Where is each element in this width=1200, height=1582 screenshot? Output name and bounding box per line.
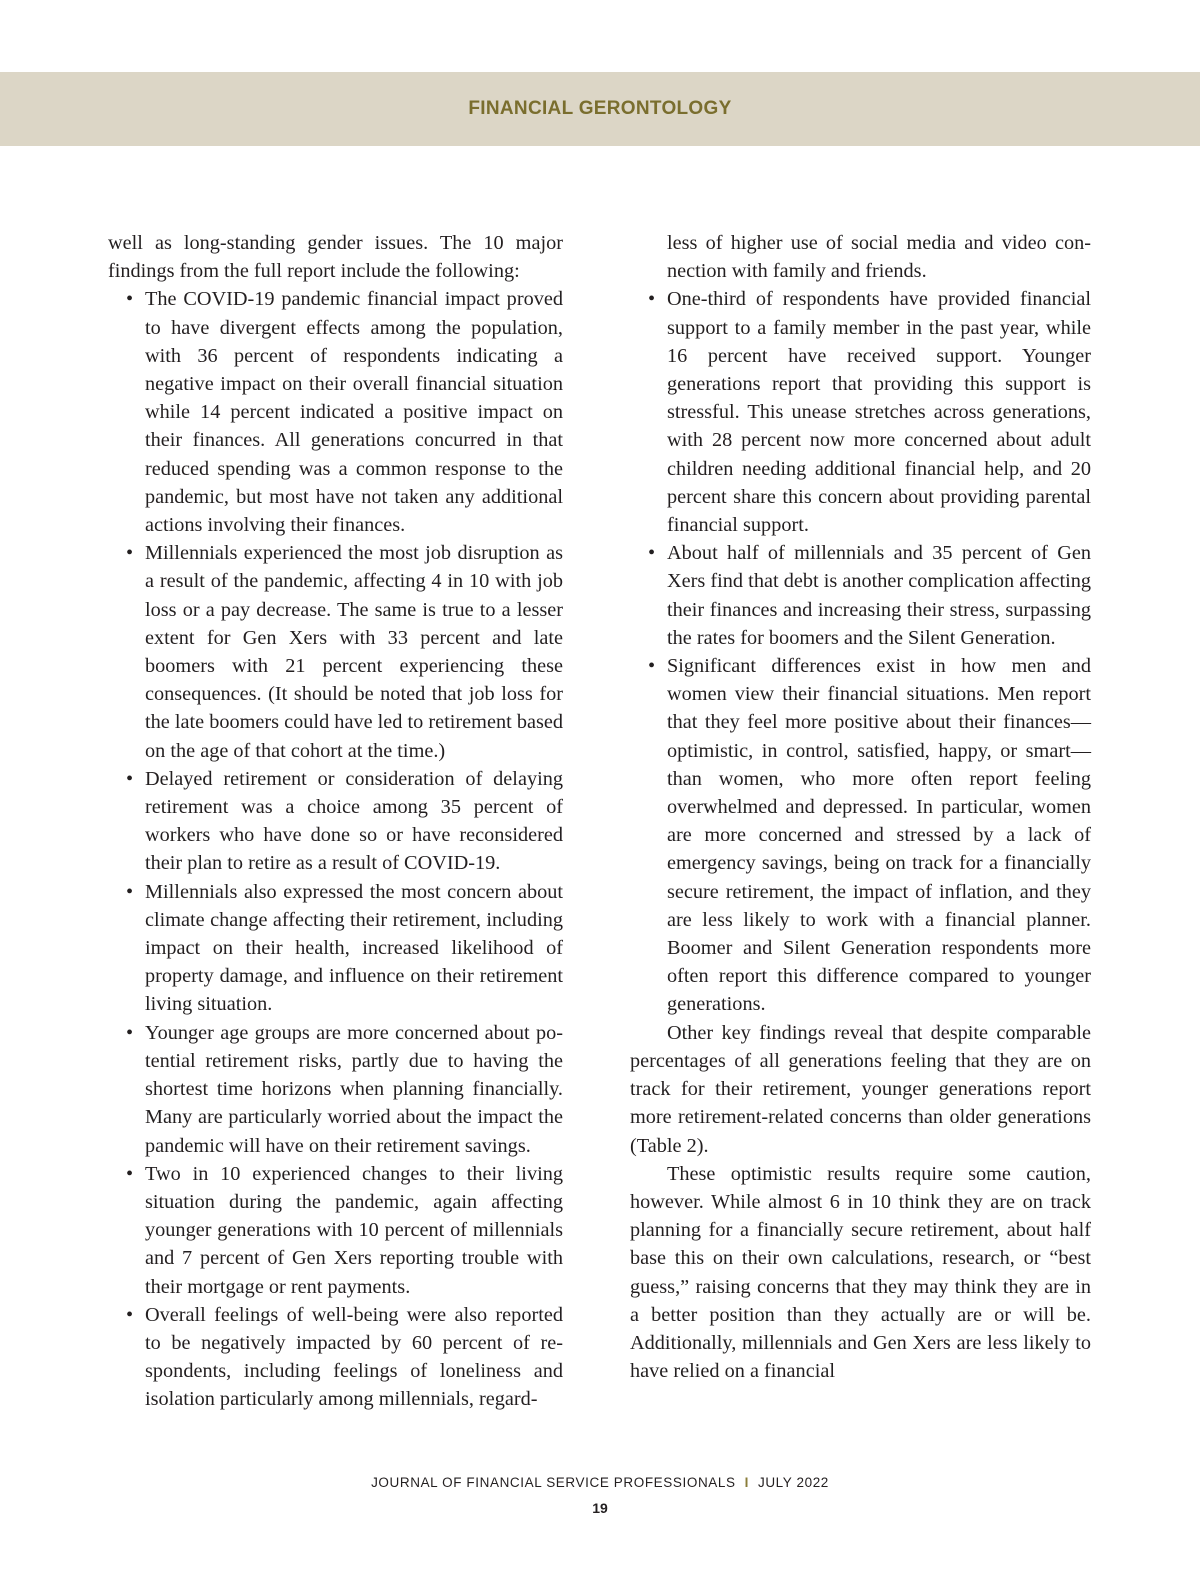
body-paragraph: Other key findings reveal that despite comparable percentages of all generations feeling that they are on track for their retirement, younger generations report more retirement-related concerns than older generations (Table 2). [630,1021,1091,1157]
body-paragraph: These optimistic results require some caution, however. While almost 6 in 10 think they are on track planning for a financially secure retirement, about half base this on their own calculations, research, or “best guess,” raising concerns that they may think they are in a better position than they actually are or will be. Additionally, millennials and Gen Xers are less likely to have relied on a financial [630,1162,1091,1383]
intro-paragraph: well as long-standing gender issues. The 10 major findings from the full report include the following: [108,232,563,283]
right-column [630,229,1091,1385]
issue-date: JULY 2022 [757,1475,829,1490]
finding-item: • The COVID-19 pandemic financial impact proved to have divergent effects among the population, with 36 percent of respondents indicating a negative impact on their overall financial situation while 14 percent indicated a positive impact on their finances. All generations concurred in that reduced spending was a common response to the pandemic, but most have not taken any additional actions involving their finances. [108,285,563,539]
finding-item: • Overall feelings of well-being were also reported to be negatively impacted by 60 percent of respondents, including feelings of loneliness and isolation particularly among millennials, regard- [108,1301,563,1414]
finding-item: • One-third of respondents have provided financial support to a family member in the past year, while 16 percent have received support. Younger generations report that providing this support is stressful. This unease stretches across generations, with 28 percent now more concerned about adult children needing additional financial help, and 20 percent share this concern about providing parental financial support. [630,285,1091,539]
finding-item: • Younger age groups are more concerned about potential retirement risks, partly due to having the shortest time horizons when planning financially. Many are particularly worried about the impact the pandemic will have on their retirement savings. [108,1019,563,1160]
journal-name: JOURNAL OF FINANCIAL SERVICE PROFESSIONALS [371,1475,736,1490]
finding-item-continued: less of higher use of social media and video connection with family and friends. [667,232,1091,283]
finding-item: • Millennials experienced the most job disruption as a result of the pandemic, affecting 4 in 10 with job loss or a pay decrease. The same is true to a lesser extent for Gen Xers with 33 percent and late boomers with 21 percent experiencing these consequences. (It should be noted that job loss for the late boomers could have led to retirement based on the age of that cohort at the time.) [108,539,563,765]
left-column [108,229,563,1414]
finding-item: • Two in 10 experienced changes to their living situation during the pandemic, again affecting younger generations with 10 percent of millennials and 7 percent of Gen Xers reporting trouble with their mortgage or rent payments. [108,1160,563,1301]
findings-list [108,285,563,1413]
findings-list-continued [630,229,1091,1019]
finding-item: • Millennials also expressed the most concern about climate change affecting their retirement, including impact on their health, increased likelihood of property damage, and influence on their retirement living situation. [108,878,563,1019]
finding-item: • Significant differences exist in how men and women view their financial situations. Men report that they feel more positive about their finances—optimistic, in control, satisfied, happy, or smart—than women, who more often report feeling overwhelmed and depressed. In particular, women are more concerned and stressed by a lack of emergency savings, being on track for a financially secure retirement, the impact of inflation, and they are less likely to work with a financial planner. Boomer and Silent Generation respondents more often report this difference compared to younger generations. [630,652,1091,1019]
finding-item: • Delayed retirement or consideration of delaying retirement was a choice among 35 percent of workers who have done so or have reconsidered their plan to retire as a result of COVID-19. [108,765,563,878]
section-title: FINANCIAL GERONTOLOGY [468,98,732,119]
finding-item: • About half of millennials and 35 percent of Gen Xers find that debt is another complication affecting their finances and increasing their stress, surpassing the rates for boomers and the Silent Generation. [630,539,1091,652]
footer-separator: I [744,1475,749,1490]
footer-journal-line [0,1475,1200,1490]
page-number: 19 [592,1500,608,1516]
section-header-band [0,72,1200,146]
